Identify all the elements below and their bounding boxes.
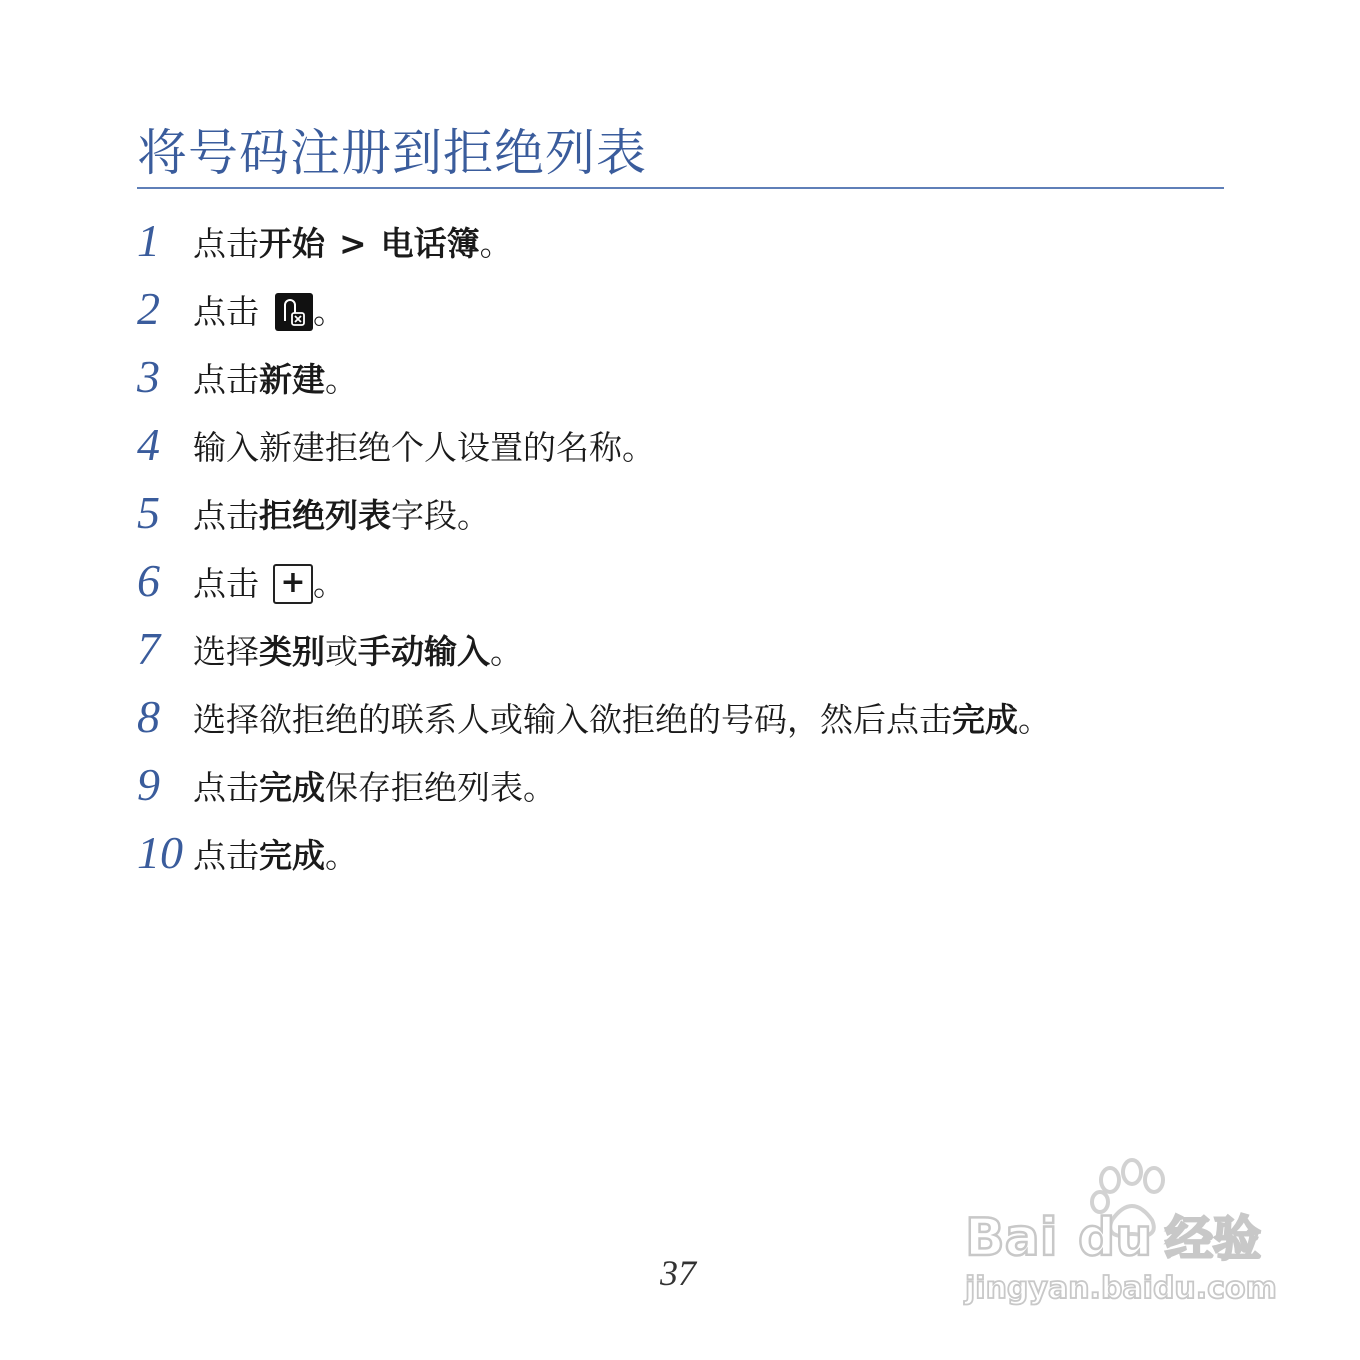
ui-term: 完成 [259, 836, 325, 875]
ui-term: 类别 [259, 632, 325, 671]
step-9 [0, 759, 1300, 822]
step-text-plain: 选择 [193, 632, 259, 671]
step-number: 4 [137, 419, 160, 470]
step-6 [0, 555, 1300, 618]
ui-term: 完成 [952, 700, 1018, 739]
step-text [193, 360, 358, 400]
step-text [193, 428, 655, 468]
step-10 [0, 827, 1300, 890]
ui-term: 新建 [259, 360, 325, 399]
step-number: 1 [137, 215, 160, 266]
step-text [193, 564, 346, 604]
step-text-plain: 。 [479, 224, 513, 263]
step-number: 5 [137, 487, 160, 538]
step-text [193, 836, 358, 876]
step-number: 3 [137, 351, 160, 402]
step-number: 9 [137, 759, 160, 810]
step-text-plain: 。 [313, 564, 346, 603]
baidu-jingyan-watermark [960, 1150, 1300, 1310]
svg-text:du: du [1078, 1208, 1153, 1268]
reject-list-icon [275, 293, 313, 331]
step-text-plain: 字段。 [391, 496, 490, 535]
step-text-plain: 点击 [193, 224, 259, 263]
ui-term: 拒绝列表 [259, 496, 391, 535]
step-text-plain: 点击 [193, 360, 259, 399]
menu-separator: > [339, 224, 367, 263]
step-text [193, 292, 346, 332]
step-text [193, 496, 490, 536]
step-text-plain: 点击 [193, 768, 259, 807]
step-text [193, 632, 523, 672]
step-number: 10 [137, 827, 183, 878]
step-number: 8 [137, 691, 160, 742]
step-text-plain: 点击 [193, 836, 259, 875]
page-number: 37 [660, 1253, 696, 1293]
step-8 [0, 691, 1300, 754]
step-2 [0, 283, 1300, 346]
page-title: 将号码注册到拒绝列表 [137, 124, 647, 182]
step-text [193, 700, 1051, 740]
step-3 [0, 351, 1300, 414]
step-text-plain: 。 [325, 360, 358, 399]
step-text [193, 768, 556, 808]
step-5 [0, 487, 1300, 550]
svg-text:经验: 经验 [1165, 1211, 1262, 1267]
svg-text:jingyan.baidu.com: jingyan.baidu.com [965, 1271, 1277, 1306]
step-text-plain: 。 [325, 836, 358, 875]
step-7 [0, 623, 1300, 686]
step-text-plain: 点击 [193, 292, 259, 331]
step-text-plain: 或 [325, 632, 358, 671]
step-text-plain: 选择欲拒绝的联系人或输入欲拒绝的号码，然后点击 [193, 700, 952, 739]
ui-term: 手动输入 [358, 632, 490, 671]
step-text [193, 224, 513, 264]
ui-term: 开始 [259, 224, 325, 263]
step-number: 7 [137, 623, 160, 674]
svg-text:Bai: Bai [965, 1208, 1058, 1268]
step-text-plain: 。 [313, 292, 346, 331]
ui-term: 电话簿 [380, 224, 480, 263]
step-text-plain: 保存拒绝列表。 [325, 768, 556, 807]
plus-icon: + [273, 564, 313, 604]
step-1 [0, 215, 1300, 278]
step-text-plain: 。 [490, 632, 523, 671]
step-text-plain: 。 [1018, 700, 1051, 739]
step-text-plain: 输入新建拒绝个人设置的名称。 [193, 428, 655, 467]
ui-term: 完成 [259, 768, 325, 807]
step-text-plain: 点击 [193, 564, 259, 603]
step-number: 6 [137, 555, 160, 606]
step-text-plain: 点击 [193, 496, 259, 535]
step-4 [0, 419, 1300, 482]
step-number: 2 [137, 283, 160, 334]
